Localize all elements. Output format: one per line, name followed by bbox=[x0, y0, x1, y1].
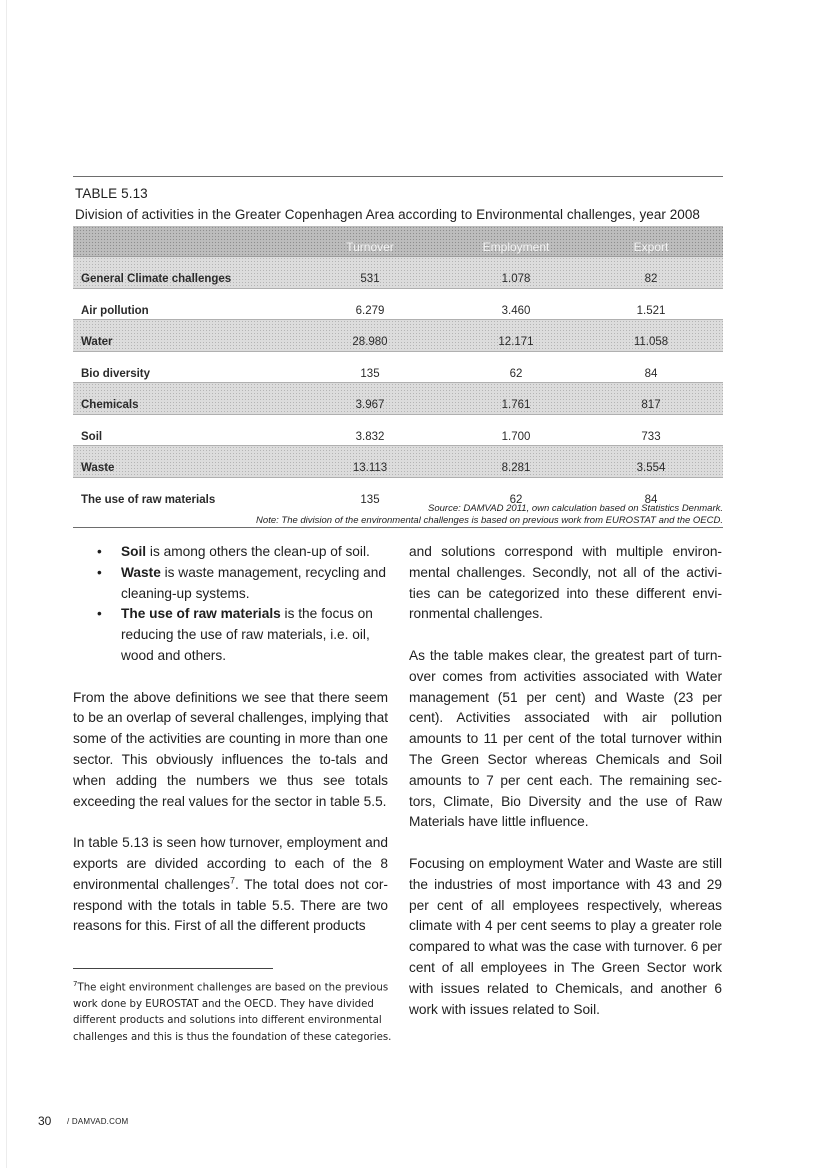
cell-export: 733 bbox=[641, 430, 661, 443]
row-label: General Climate challenges bbox=[81, 273, 232, 285]
table-bottom-rule bbox=[73, 527, 723, 528]
definition-text: is among others the clean-up of soil. bbox=[146, 544, 370, 559]
list-item bbox=[121, 542, 388, 563]
cell-turnover: 135 bbox=[360, 367, 380, 380]
term-waste: Waste bbox=[121, 564, 161, 580]
footnote bbox=[73, 976, 393, 1046]
cell-turnover: 13.113 bbox=[352, 462, 388, 474]
cell-export: 84 bbox=[644, 493, 658, 506]
table-label: TABLE 5.13 bbox=[75, 186, 148, 201]
table-row bbox=[73, 289, 723, 321]
scan-edge bbox=[6, 0, 7, 1168]
table-row bbox=[73, 446, 723, 478]
cell-export: 11.058 bbox=[633, 336, 669, 348]
row-label: Water bbox=[81, 336, 113, 348]
definition-list bbox=[73, 542, 388, 667]
table-title: Division of activities in the Greater Copenhagen Area according to Environmental challenges, year 2008 bbox=[75, 207, 700, 222]
cell-employment: 62 bbox=[509, 493, 523, 506]
cell-employment: 62 bbox=[509, 367, 523, 380]
table-header bbox=[73, 226, 723, 257]
footnote-number: 7 bbox=[73, 980, 78, 988]
footnote-text: The eight environment challenges are based on the previous work done by EUROSTAT and the OECD. They have divided different products and solutions into different environmental challenges and this is thus the foundation of these categories. bbox=[73, 982, 392, 1043]
row-label: Air pollution bbox=[81, 304, 149, 317]
row-label: Waste bbox=[81, 462, 115, 474]
paragraph-text: . The total does not cor-respond with the totals in table 5.5. There are two reasons for this. First of all the different products bbox=[73, 876, 388, 934]
column-header-turnover: Turnover bbox=[346, 240, 394, 254]
data-table bbox=[73, 226, 723, 508]
body-paragraph: From the above definitions we see that there seem to be an overlap of several challenges, implying that some of the activities are counting in more than one sector. This obviously influences the to-tals and when adding the numbers we thus see totals exceeding the real values for the sector in table 5.5. bbox=[73, 689, 388, 809]
cell-export: 84 bbox=[644, 367, 658, 380]
table-source: Source: DAMVAD 2011, own calculation based on Statistics Denmark. bbox=[428, 503, 723, 514]
cell-turnover: 531 bbox=[360, 273, 380, 285]
cell-export: 817 bbox=[641, 399, 661, 411]
cell-employment: 8.281 bbox=[501, 462, 531, 474]
cell-turnover: 135 bbox=[360, 493, 380, 506]
body-paragraph bbox=[73, 833, 388, 937]
table-row bbox=[73, 383, 723, 415]
definition-text: is waste management, recycling and cleaning-up systems. bbox=[121, 564, 387, 601]
row-label: Soil bbox=[81, 430, 103, 443]
cell-employment: 3.460 bbox=[501, 304, 531, 317]
table-note: Note: The division of the environmental challenges is based on previous work from EUROSTAT and the OECD. bbox=[256, 515, 723, 526]
row-label: Chemicals bbox=[81, 399, 139, 411]
footnote-reference: 7 bbox=[229, 875, 235, 886]
cell-turnover: 3.832 bbox=[355, 430, 385, 443]
body-paragraph: and solutions correspond with multiple environ-mental challenges. Secondly, not all of the activi-ties can be categorized into these different envi-ronmental challenges. bbox=[409, 544, 722, 622]
term-raw-materials: The use of raw materials bbox=[121, 606, 281, 622]
footnote-rule bbox=[73, 968, 273, 969]
term-soil: Soil bbox=[121, 544, 147, 559]
cell-employment: 12.171 bbox=[498, 336, 534, 348]
body-paragraph: Focusing on employment Water and Waste are still the industries of most importance with 43 and 29 per cent of all employees respectively, whereas climate with 4 per cent seems to play a greater role compared to what was the case with turnover. 6 per cent of all employees in The Green Sector work with issues related to Chemicals, and another 6 work with issues related to Soil. bbox=[409, 855, 722, 1017]
paragraph-text: In table 5.13 is seen how turnover, employment and exports are divided according to each of the 8 environmental challenges bbox=[73, 835, 388, 892]
list-item bbox=[121, 604, 388, 666]
table-top-rule bbox=[73, 176, 723, 177]
cell-export: 1.521 bbox=[636, 304, 666, 317]
row-label: Bio diversity bbox=[81, 367, 151, 380]
cell-employment: 1.700 bbox=[501, 430, 531, 443]
definition-text: is the focus on reducing the use of raw materials, i.e. oil, wood and others. bbox=[121, 606, 373, 663]
table-row bbox=[73, 415, 723, 447]
column-header-employment: Employment bbox=[482, 240, 550, 254]
cell-turnover: 28.980 bbox=[352, 336, 388, 348]
right-column bbox=[409, 542, 722, 1020]
table-row bbox=[73, 352, 723, 384]
column-header-export: Export bbox=[633, 240, 669, 254]
body-paragraph: As the table makes clear, the greatest part of turn-over comes from activities associated with Water management (51 per cent) and Waste (23 per cent). Activities associated with air pollution amounts to 11 per cent of the total turnover within The Green Sector whereas Chemicals and Soil amounts to 7 per cent each. The remaining sec-tors, Climate, Bio Diversity and the use of Raw Materials have little influence. bbox=[409, 647, 722, 830]
cell-employment: 1.078 bbox=[501, 273, 531, 285]
left-column bbox=[73, 542, 388, 937]
cell-employment: 1.761 bbox=[501, 399, 531, 411]
cell-export: 3.554 bbox=[636, 462, 666, 474]
cell-export: 82 bbox=[644, 273, 658, 285]
cell-turnover: 3.967 bbox=[355, 399, 385, 411]
row-label: The use of raw materials bbox=[81, 493, 216, 506]
cell-turnover: 6.279 bbox=[355, 304, 385, 317]
table-row bbox=[73, 257, 723, 289]
table-row bbox=[73, 320, 723, 352]
page-number: 30 bbox=[38, 1114, 52, 1128]
footer-site: / DAMVAD.COM bbox=[67, 1117, 129, 1126]
list-item bbox=[121, 563, 388, 605]
